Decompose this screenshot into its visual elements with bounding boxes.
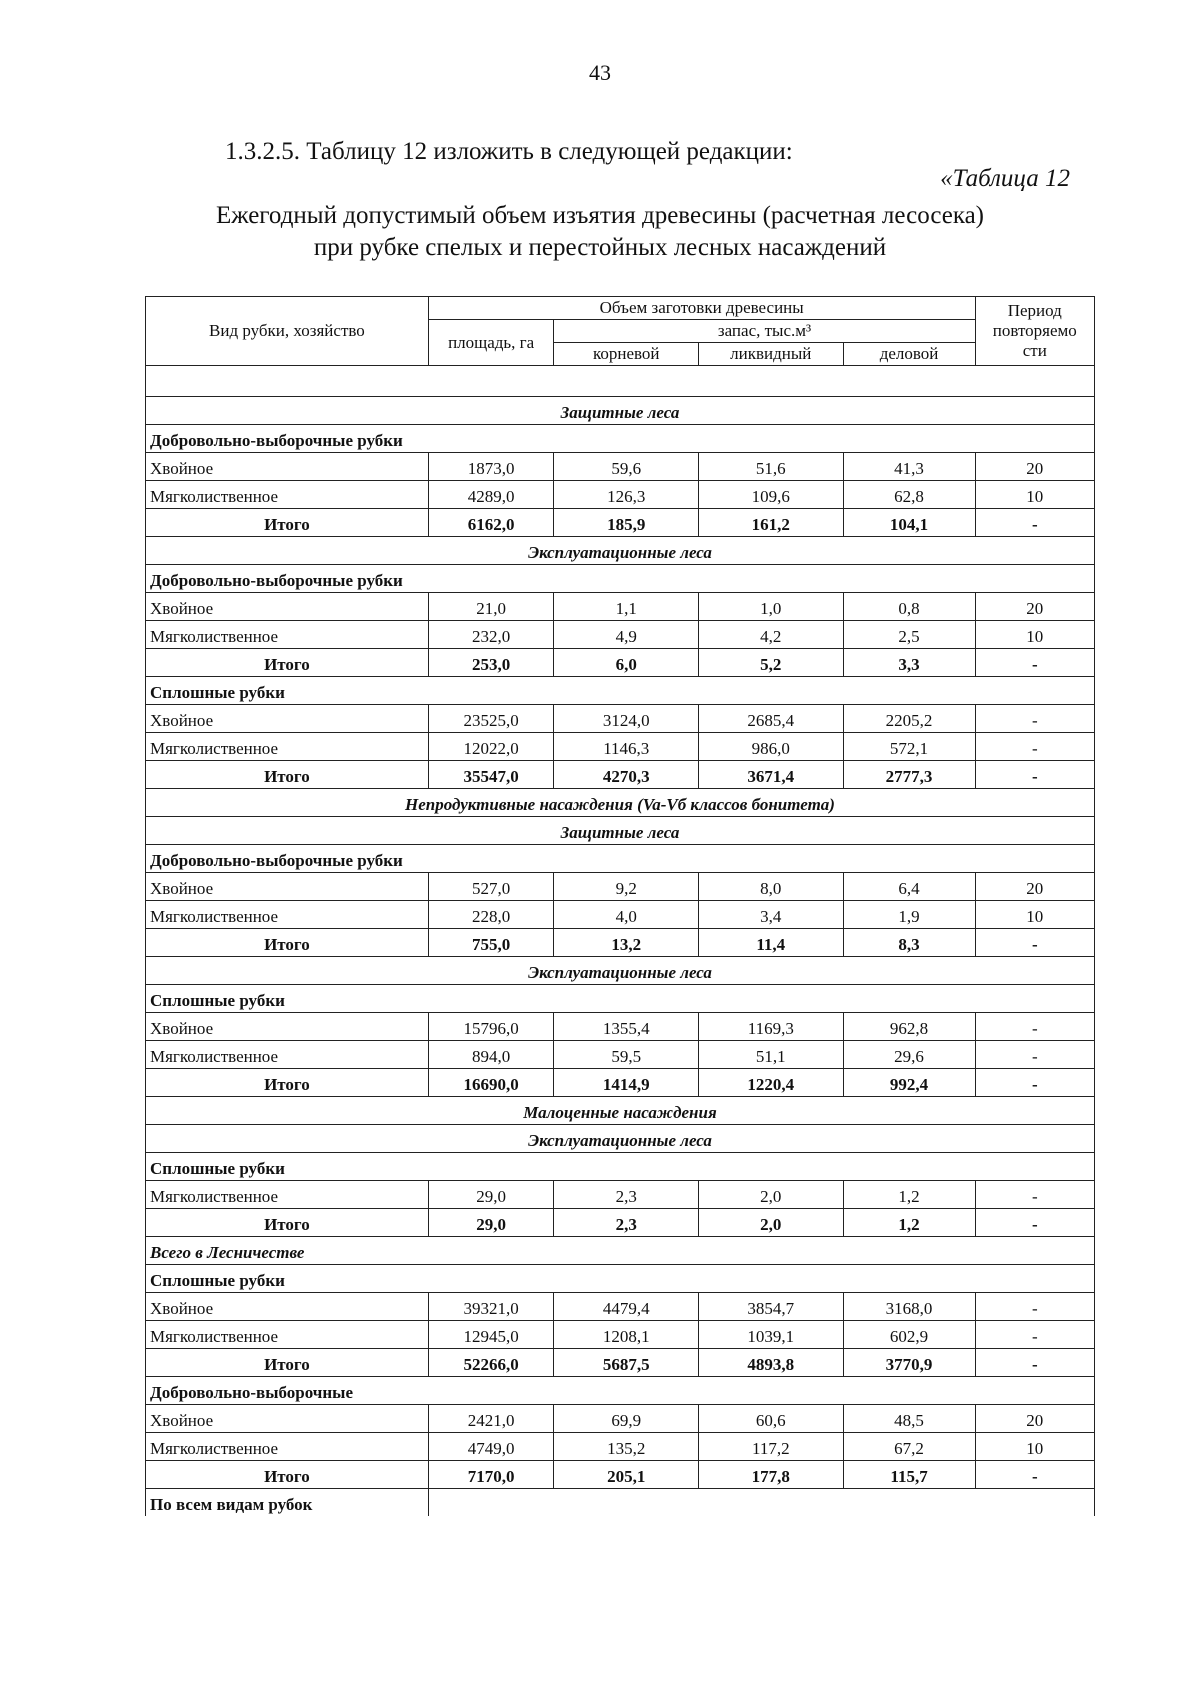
group-title: Добровольно-выборочные рубки	[146, 565, 1095, 593]
area-cell: 4289,0	[428, 481, 554, 509]
header-type: Вид рубки, хозяйство	[146, 297, 429, 366]
area-cell: 894,0	[428, 1041, 554, 1069]
total-row	[146, 761, 1095, 789]
data-row	[146, 453, 1095, 481]
period-cell: -	[975, 929, 1094, 957]
area-cell: 228,0	[428, 901, 554, 929]
period-cell: -	[975, 705, 1094, 733]
business-cell: 29,6	[843, 1041, 975, 1069]
root-cell: 4,9	[554, 621, 699, 649]
data-row	[146, 1405, 1095, 1433]
group-title: Сплошные рубки	[146, 1265, 1095, 1293]
page-number: 43	[589, 60, 611, 85]
section-title: Эксплуатационные леса	[146, 537, 1095, 565]
row-label: Мягколиственное	[146, 1433, 429, 1461]
section-row	[146, 537, 1095, 565]
data-row	[146, 621, 1095, 649]
data-row	[146, 1181, 1095, 1209]
liquid-cell: 2685,4	[699, 705, 844, 733]
root-cell: 1,1	[554, 593, 699, 621]
row-label: Мягколиственное	[146, 481, 429, 509]
business-cell: 48,5	[843, 1405, 975, 1433]
instruction-text: 1.3.2.5. Таблицу 12 изложить в следующей редакции:	[225, 138, 793, 165]
area-cell: 12945,0	[428, 1321, 554, 1349]
group-row	[146, 565, 1095, 593]
business-cell: 572,1	[843, 733, 975, 761]
group-row	[146, 1377, 1095, 1405]
group-title: Сплошные рубки	[146, 677, 1095, 705]
period-cell: -	[975, 1181, 1094, 1209]
liquid-cell: 117,2	[699, 1433, 844, 1461]
root-cell: 59,6	[554, 453, 699, 481]
group-row	[146, 985, 1095, 1013]
title-line-2: при рубке спелых и перестойных лесных насаждений	[313, 234, 887, 261]
data-row	[146, 1041, 1095, 1069]
section-title: Защитные леса	[146, 817, 1095, 845]
area-cell: 232,0	[428, 621, 554, 649]
liquid-cell: 1,0	[699, 593, 844, 621]
header-area: площадь, га	[428, 320, 554, 366]
section-title: Малоценные насаждения	[146, 1097, 1095, 1125]
header-volume: Объем заготовки древесины	[428, 297, 975, 320]
row-label: Итого	[146, 1069, 429, 1097]
area-cell: 2421,0	[428, 1405, 554, 1433]
group-row	[146, 1265, 1095, 1293]
liquid-cell: 11,4	[699, 929, 844, 957]
liquid-cell: 161,2	[699, 509, 844, 537]
area-cell: 29,0	[428, 1209, 554, 1237]
period-cell: -	[975, 733, 1094, 761]
period-cell: -	[975, 649, 1094, 677]
total-row	[146, 1461, 1095, 1489]
row-label: Итого	[146, 1349, 429, 1377]
table-body	[146, 366, 1095, 1517]
liquid-cell: 60,6	[699, 1405, 844, 1433]
root-cell: 2,3	[554, 1209, 699, 1237]
area-cell: 4749,0	[428, 1433, 554, 1461]
business-cell: 1,9	[843, 901, 975, 929]
period-cell: -	[975, 1069, 1094, 1097]
group-row	[146, 1237, 1095, 1265]
period-cell: 10	[975, 901, 1094, 929]
row-label: Итого	[146, 1461, 429, 1489]
area-cell: 35547,0	[428, 761, 554, 789]
section-title: Эксплуатационные леса	[146, 1125, 1095, 1153]
liquid-cell: 51,6	[699, 453, 844, 481]
row-label: Хвойное	[146, 1405, 429, 1433]
business-cell: 104,1	[843, 509, 975, 537]
group-title: Добровольно-выборочные	[146, 1377, 1095, 1405]
total-row	[146, 649, 1095, 677]
liquid-cell: 4,2	[699, 621, 844, 649]
final-row	[146, 1489, 1095, 1517]
root-cell: 1208,1	[554, 1321, 699, 1349]
section-title: Защитные леса	[146, 397, 1095, 425]
total-row	[146, 1069, 1095, 1097]
total-row	[146, 1349, 1095, 1377]
data-row	[146, 481, 1095, 509]
business-cell: 962,8	[843, 1013, 975, 1041]
period-cell: 20	[975, 453, 1094, 481]
group-title: Добровольно-выборочные рубки	[146, 845, 1095, 873]
data-row	[146, 1013, 1095, 1041]
harvest-table	[145, 296, 1095, 1516]
header-business: деловой	[843, 343, 975, 366]
area-cell: 7170,0	[428, 1461, 554, 1489]
group-row	[146, 1153, 1095, 1181]
period-cell: -	[975, 1209, 1094, 1237]
period-cell: -	[975, 1041, 1094, 1069]
root-cell: 59,5	[554, 1041, 699, 1069]
liquid-cell: 51,1	[699, 1041, 844, 1069]
row-label: Итого	[146, 929, 429, 957]
area-cell: 23525,0	[428, 705, 554, 733]
root-cell: 69,9	[554, 1405, 699, 1433]
business-cell: 6,4	[843, 873, 975, 901]
business-cell: 1,2	[843, 1181, 975, 1209]
area-cell: 39321,0	[428, 1293, 554, 1321]
row-label: Хвойное	[146, 593, 429, 621]
area-cell: 253,0	[428, 649, 554, 677]
liquid-cell: 2,0	[699, 1181, 844, 1209]
table-reference: «Таблица 12	[940, 165, 1070, 192]
root-cell: 6,0	[554, 649, 699, 677]
period-cell: -	[975, 1013, 1094, 1041]
period-cell: 20	[975, 873, 1094, 901]
header-liquid: ликвидный	[699, 343, 844, 366]
period-cell: 10	[975, 621, 1094, 649]
root-cell: 1414,9	[554, 1069, 699, 1097]
business-cell: 2777,3	[843, 761, 975, 789]
root-cell: 205,1	[554, 1461, 699, 1489]
period-cell: -	[975, 1461, 1094, 1489]
period-cell: 20	[975, 593, 1094, 621]
liquid-cell: 1039,1	[699, 1321, 844, 1349]
business-cell: 8,3	[843, 929, 975, 957]
area-cell: 755,0	[428, 929, 554, 957]
section-title: Эксплуатационные леса	[146, 957, 1095, 985]
data-row	[146, 1433, 1095, 1461]
row-label: Итого	[146, 761, 429, 789]
business-cell: 2205,2	[843, 705, 975, 733]
area-cell: 12022,0	[428, 733, 554, 761]
root-cell: 126,3	[554, 481, 699, 509]
data-row	[146, 593, 1095, 621]
liquid-cell: 4893,8	[699, 1349, 844, 1377]
data-row	[146, 733, 1095, 761]
business-cell: 0,8	[843, 593, 975, 621]
row-label: Хвойное	[146, 1293, 429, 1321]
area-cell: 16690,0	[428, 1069, 554, 1097]
row-label: Итого	[146, 509, 429, 537]
section-title: Непродуктивные насаждения (Va-Vб классов бонитета)	[146, 789, 1095, 817]
business-cell: 67,2	[843, 1433, 975, 1461]
document-title	[100, 200, 1100, 264]
data-row	[146, 901, 1095, 929]
root-cell: 4270,3	[554, 761, 699, 789]
root-cell: 3124,0	[554, 705, 699, 733]
period-cell: -	[975, 1321, 1094, 1349]
root-cell: 5687,5	[554, 1349, 699, 1377]
title-line-1: Ежегодный допустимый объем изъятия древесины (расчетная лесосека)	[215, 202, 985, 229]
group-title: Всего в Лесничестве	[146, 1237, 1095, 1265]
final-row-label: По всем видам рубок	[146, 1489, 429, 1517]
liquid-cell: 5,2	[699, 649, 844, 677]
liquid-cell: 109,6	[699, 481, 844, 509]
section-row	[146, 1097, 1095, 1125]
business-cell: 602,9	[843, 1321, 975, 1349]
row-label: Мягколиственное	[146, 733, 429, 761]
section-row	[146, 1125, 1095, 1153]
section-row	[146, 957, 1095, 985]
area-cell: 6162,0	[428, 509, 554, 537]
data-row	[146, 705, 1095, 733]
total-row	[146, 1209, 1095, 1237]
period-cell: 20	[975, 1405, 1094, 1433]
liquid-cell: 177,8	[699, 1461, 844, 1489]
group-title: Сплошные рубки	[146, 985, 1095, 1013]
row-label: Мягколиственное	[146, 621, 429, 649]
row-label: Мягколиственное	[146, 901, 429, 929]
area-cell: 15796,0	[428, 1013, 554, 1041]
area-cell: 527,0	[428, 873, 554, 901]
root-cell: 135,2	[554, 1433, 699, 1461]
business-cell: 3168,0	[843, 1293, 975, 1321]
row-label: Итого	[146, 649, 429, 677]
row-label: Мягколиственное	[146, 1321, 429, 1349]
business-cell: 41,3	[843, 453, 975, 481]
spacer-row	[146, 366, 1095, 397]
liquid-cell: 3854,7	[699, 1293, 844, 1321]
root-cell: 4,0	[554, 901, 699, 929]
row-label: Хвойное	[146, 873, 429, 901]
root-cell: 13,2	[554, 929, 699, 957]
root-cell: 9,2	[554, 873, 699, 901]
row-label: Хвойное	[146, 705, 429, 733]
total-row	[146, 509, 1095, 537]
root-cell: 1146,3	[554, 733, 699, 761]
area-cell: 52266,0	[428, 1349, 554, 1377]
row-label: Хвойное	[146, 453, 429, 481]
group-title: Сплошные рубки	[146, 1153, 1095, 1181]
group-row	[146, 845, 1095, 873]
data-row	[146, 873, 1095, 901]
row-label: Хвойное	[146, 1013, 429, 1041]
period-cell: 10	[975, 1433, 1094, 1461]
liquid-cell: 2,0	[699, 1209, 844, 1237]
total-row	[146, 929, 1095, 957]
section-row	[146, 789, 1095, 817]
period-cell: -	[975, 1349, 1094, 1377]
business-cell: 3770,9	[843, 1349, 975, 1377]
header-root: корневой	[554, 343, 699, 366]
row-label: Мягколиственное	[146, 1041, 429, 1069]
area-cell: 1873,0	[428, 453, 554, 481]
header-period: Период повторяемо сти	[975, 297, 1094, 366]
row-label: Мягколиственное	[146, 1181, 429, 1209]
group-title: Добровольно-выборочные рубки	[146, 425, 1095, 453]
period-cell: -	[975, 761, 1094, 789]
data-row	[146, 1321, 1095, 1349]
root-cell: 4479,4	[554, 1293, 699, 1321]
liquid-cell: 1220,4	[699, 1069, 844, 1097]
business-cell: 2,5	[843, 621, 975, 649]
group-row	[146, 425, 1095, 453]
liquid-cell: 8,0	[699, 873, 844, 901]
area-cell: 21,0	[428, 593, 554, 621]
data-row	[146, 1293, 1095, 1321]
period-cell: -	[975, 509, 1094, 537]
business-cell: 3,3	[843, 649, 975, 677]
period-cell: 10	[975, 481, 1094, 509]
period-cell: -	[975, 1293, 1094, 1321]
header-stock: запас, тыс.м³	[554, 320, 975, 343]
root-cell: 2,3	[554, 1181, 699, 1209]
root-cell: 185,9	[554, 509, 699, 537]
section-row	[146, 397, 1095, 425]
business-cell: 115,7	[843, 1461, 975, 1489]
row-label: Итого	[146, 1209, 429, 1237]
root-cell: 1355,4	[554, 1013, 699, 1041]
final-row-values	[428, 1489, 1094, 1517]
group-row	[146, 677, 1095, 705]
harvest-table-wrapper	[145, 296, 1095, 1516]
area-cell: 29,0	[428, 1181, 554, 1209]
liquid-cell: 1169,3	[699, 1013, 844, 1041]
section-row	[146, 817, 1095, 845]
liquid-cell: 3671,4	[699, 761, 844, 789]
liquid-cell: 3,4	[699, 901, 844, 929]
liquid-cell: 986,0	[699, 733, 844, 761]
business-cell: 992,4	[843, 1069, 975, 1097]
business-cell: 1,2	[843, 1209, 975, 1237]
business-cell: 62,8	[843, 481, 975, 509]
